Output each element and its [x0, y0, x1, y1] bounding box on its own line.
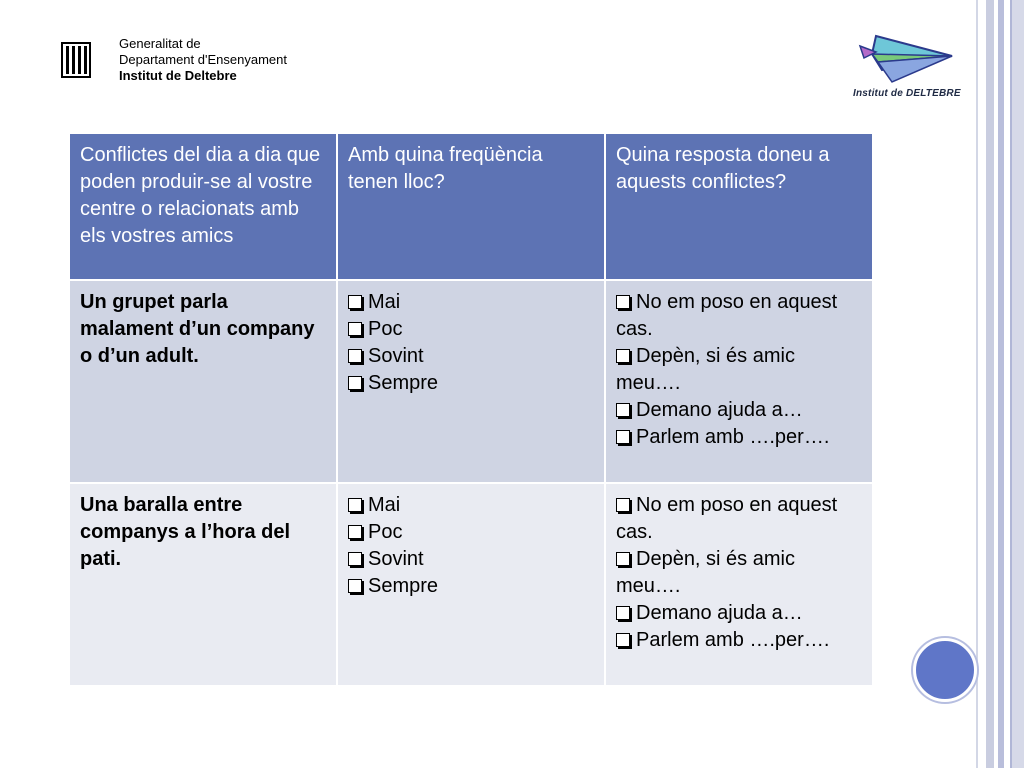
checkbox-icon[interactable] [348, 498, 362, 512]
situation-cell: Una baralla entre companys a l’hora del pati. [69, 483, 337, 686]
frequency-option[interactable]: Mai [348, 492, 594, 519]
checkbox-icon[interactable] [348, 552, 362, 566]
frequency-option[interactable]: Sempre [348, 573, 594, 600]
checkbox-icon[interactable] [616, 403, 630, 417]
checkbox-icon[interactable] [616, 552, 630, 566]
checkbox-icon[interactable] [616, 295, 630, 309]
decorative-circle [913, 638, 977, 702]
response-option[interactable]: Demano ajuda a… [616, 397, 862, 424]
table-row [69, 280, 873, 483]
checkbox-icon[interactable] [348, 295, 362, 309]
organization-header [119, 36, 287, 84]
org-line-3: Institut de Deltebre [119, 68, 237, 83]
response-option[interactable]: Demano ajuda a… [616, 600, 862, 627]
checkbox-icon[interactable] [616, 498, 630, 512]
response-option[interactable]: Parlem amb ….per…. [616, 627, 862, 654]
conflicts-table [68, 132, 874, 687]
frequency-option[interactable]: Mai [348, 289, 594, 316]
response-option[interactable]: Depèn, si és amic meu…. [616, 548, 795, 597]
table-row [69, 483, 873, 686]
checkbox-icon[interactable] [348, 376, 362, 390]
response-option[interactable]: Depèn, si és amic meu…. [616, 345, 795, 394]
frequency-option[interactable]: Sempre [348, 370, 594, 397]
table-header-row [69, 133, 873, 280]
checkbox-icon[interactable] [616, 430, 630, 444]
checkbox-icon[interactable] [348, 525, 362, 539]
response-option[interactable]: Parlem amb ….per…. [616, 424, 862, 451]
situation-cell: Un grupet parla malament d’un company o d’un adult. [69, 280, 337, 483]
institute-logo-text: Institut de DELTEBRE [853, 88, 961, 99]
decorative-stripe [1010, 0, 1024, 768]
checkbox-icon[interactable] [616, 606, 630, 620]
decorative-stripe [986, 0, 994, 768]
frequency-option[interactable]: Sovint [348, 343, 594, 370]
checkbox-icon[interactable] [348, 322, 362, 336]
paper-plane-icon [852, 32, 956, 92]
generalitat-shield-icon [61, 42, 91, 78]
header-frequency: Amb quina freqüència tenen lloc? [337, 133, 605, 280]
response-cell [605, 483, 873, 686]
frequency-option[interactable]: Poc [348, 519, 594, 546]
header-response: Quina resposta doneu a aquests conflictes? [605, 133, 873, 280]
checkbox-icon[interactable] [348, 349, 362, 363]
decorative-stripe [976, 0, 982, 768]
frequency-option[interactable]: Poc [348, 316, 594, 343]
frequency-cell [337, 280, 605, 483]
org-line-2: Departament d'Ensenyament [119, 52, 287, 67]
decorative-stripe [998, 0, 1004, 768]
response-option[interactable]: No em poso en aquest cas. [616, 291, 838, 340]
checkbox-icon[interactable] [616, 633, 630, 647]
frequency-cell [337, 483, 605, 686]
response-cell [605, 280, 873, 483]
frequency-option[interactable]: Sovint [348, 546, 594, 573]
header-situation: Conflictes del dia a dia que poden produir-se al vostre centre o relacionats amb els vostres amics [69, 133, 337, 280]
response-option[interactable]: No em poso en aquest cas. [616, 494, 838, 543]
org-line-1: Generalitat de [119, 36, 201, 51]
checkbox-icon[interactable] [348, 579, 362, 593]
checkbox-icon[interactable] [616, 349, 630, 363]
